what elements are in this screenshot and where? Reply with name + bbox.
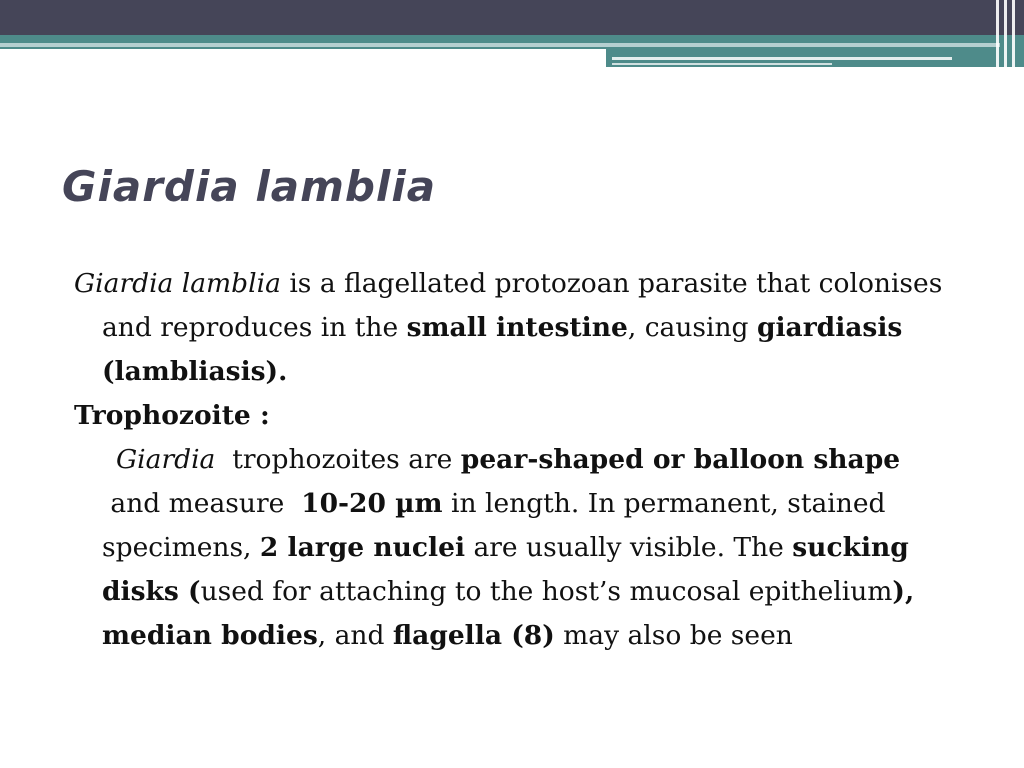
tropho-nuclei: 2 large nuclei bbox=[259, 532, 466, 563]
tropho-median-bodies: median bodies bbox=[102, 620, 318, 651]
slide-title: Giardia lamblia bbox=[62, 162, 437, 211]
tropho-sucking-disks: sucking disks ( bbox=[102, 532, 909, 607]
slide-body bbox=[74, 262, 974, 658]
header-dark-band bbox=[0, 0, 1024, 35]
header-accent-line bbox=[0, 43, 1000, 47]
intro-text-2: , causing bbox=[627, 312, 757, 343]
intro-bold-disease: giardiasis (lambliasis). bbox=[102, 312, 903, 387]
tropho-flagella: flagella (8) bbox=[392, 620, 555, 651]
tropho-text-4: are usually visible. The bbox=[465, 532, 793, 563]
intro-bold-site: small intestine bbox=[406, 312, 628, 343]
intro-text: is a flagellated protozoan parasite that colonises and reproduces in the bbox=[102, 268, 943, 343]
genus-name: Giardia bbox=[116, 444, 216, 475]
tropho-shape: pear-shaped or balloon shape bbox=[460, 444, 901, 475]
tropho-text-5: used for attaching to the host’s mucosal epithelium bbox=[200, 576, 893, 607]
trophozoite-paragraph bbox=[74, 438, 974, 658]
tropho-text-3: in length. In permanent, stained specimens, bbox=[102, 488, 886, 563]
tropho-text-1: trophozoites are bbox=[215, 444, 461, 475]
section-heading: Trophozoite : bbox=[74, 400, 270, 431]
tropho-text-7: , and bbox=[317, 620, 393, 651]
tropho-paren-close: ), bbox=[892, 576, 915, 607]
intro-paragraph bbox=[74, 262, 974, 394]
header-accent-line-3 bbox=[612, 63, 832, 65]
tropho-text-8: may also be seen bbox=[554, 620, 793, 651]
tropho-size: 10-20 µm bbox=[301, 488, 443, 519]
header-accent-line-2 bbox=[612, 57, 952, 60]
species-name: Giardia lamblia bbox=[74, 268, 281, 299]
tropho-text-2: and measure bbox=[102, 488, 302, 519]
header-decor-bars bbox=[992, 0, 1024, 70]
